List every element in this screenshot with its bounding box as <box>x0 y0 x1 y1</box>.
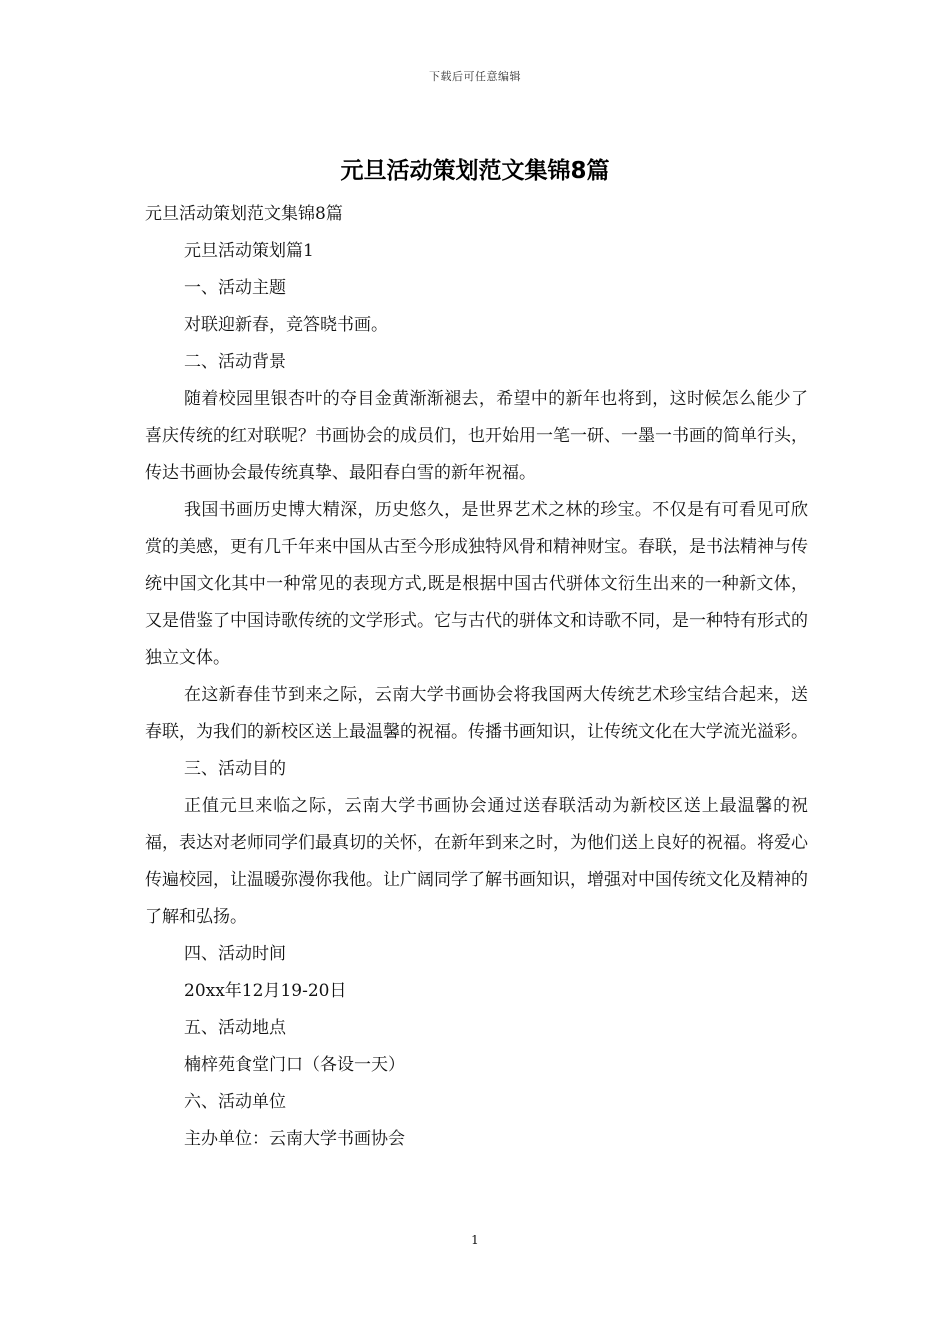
paragraph: 20xx年12月19-20日 <box>184 981 347 1001</box>
paragraph: 正值元旦来临之际，云南大学书画协会通过送春联活动为新校区送上最温馨的祝福，表达对老师同学们最真切的关怀，在新年到来之时，为他们送上良好的祝福。将爱心传遍校园，让温暖弥漫你我他。让广阔同学了解书画知识，增强对中国传统文化及精神的了解和弘扬。 <box>145 796 808 927</box>
document-title: 元旦活动策划范文集锦8篇 <box>340 158 610 184</box>
paragraph: 随着校园里银杏叶的夺目金黄渐渐褪去，希望中的新年也将到，这时候怎么能少了喜庆传统的红对联呢？书画协会的成员们，也开始用一笔一研、一墨一书画的简单行头，传达书画协会最传统真挚、最阳春白雪的新年祝福。 <box>145 389 808 483</box>
section-heading: 五、活动地点 <box>184 1018 286 1038</box>
section-heading: 一、活动主题 <box>184 278 286 298</box>
paragraph: 元旦活动策划篇1 <box>184 241 314 261</box>
section-heading: 二、活动背景 <box>184 352 286 372</box>
paragraph: 我国书画历史博大精深，历史悠久，是世界艺术之林的珍宝。不仅是有可看见可欣赏的美感，更有几千年来中国从古至今形成独特风骨和精神财宝。春联，是书法精神与传统中国文化其中一种常见的表现方式,既是根据中国古代骈体文衍生出来的一种新文体，又是借鉴了中国诗歌传统的文学形式。它与古代的骈体文和诗歌不同，是一种特有形式的独立文体。 <box>145 500 808 668</box>
paragraph: 主办单位：云南大学书画协会 <box>184 1129 405 1149</box>
section-heading: 三、活动目的 <box>184 759 286 779</box>
document-body <box>145 196 808 1158</box>
paragraph: 在这新春佳节到来之际，云南大学书画协会将我国两大传统艺术珍宝结合起来，送春联，为我们的新校区送上最温馨的祝福。传播书画知识，让传统文化在大学流光溢彩。 <box>145 685 808 742</box>
section-heading: 六、活动单位 <box>184 1092 286 1112</box>
paragraph: 对联迎新春，竞答晓书画。 <box>184 315 388 335</box>
page-number: 1 <box>471 1233 479 1247</box>
header-note: 下载后可任意编辑 <box>429 70 521 83</box>
section-heading: 四、活动时间 <box>184 944 286 964</box>
paragraph: 楠梓苑食堂门口（各设一天） <box>184 1055 405 1075</box>
paragraph: 元旦活动策划范文集锦8篇 <box>145 204 343 224</box>
